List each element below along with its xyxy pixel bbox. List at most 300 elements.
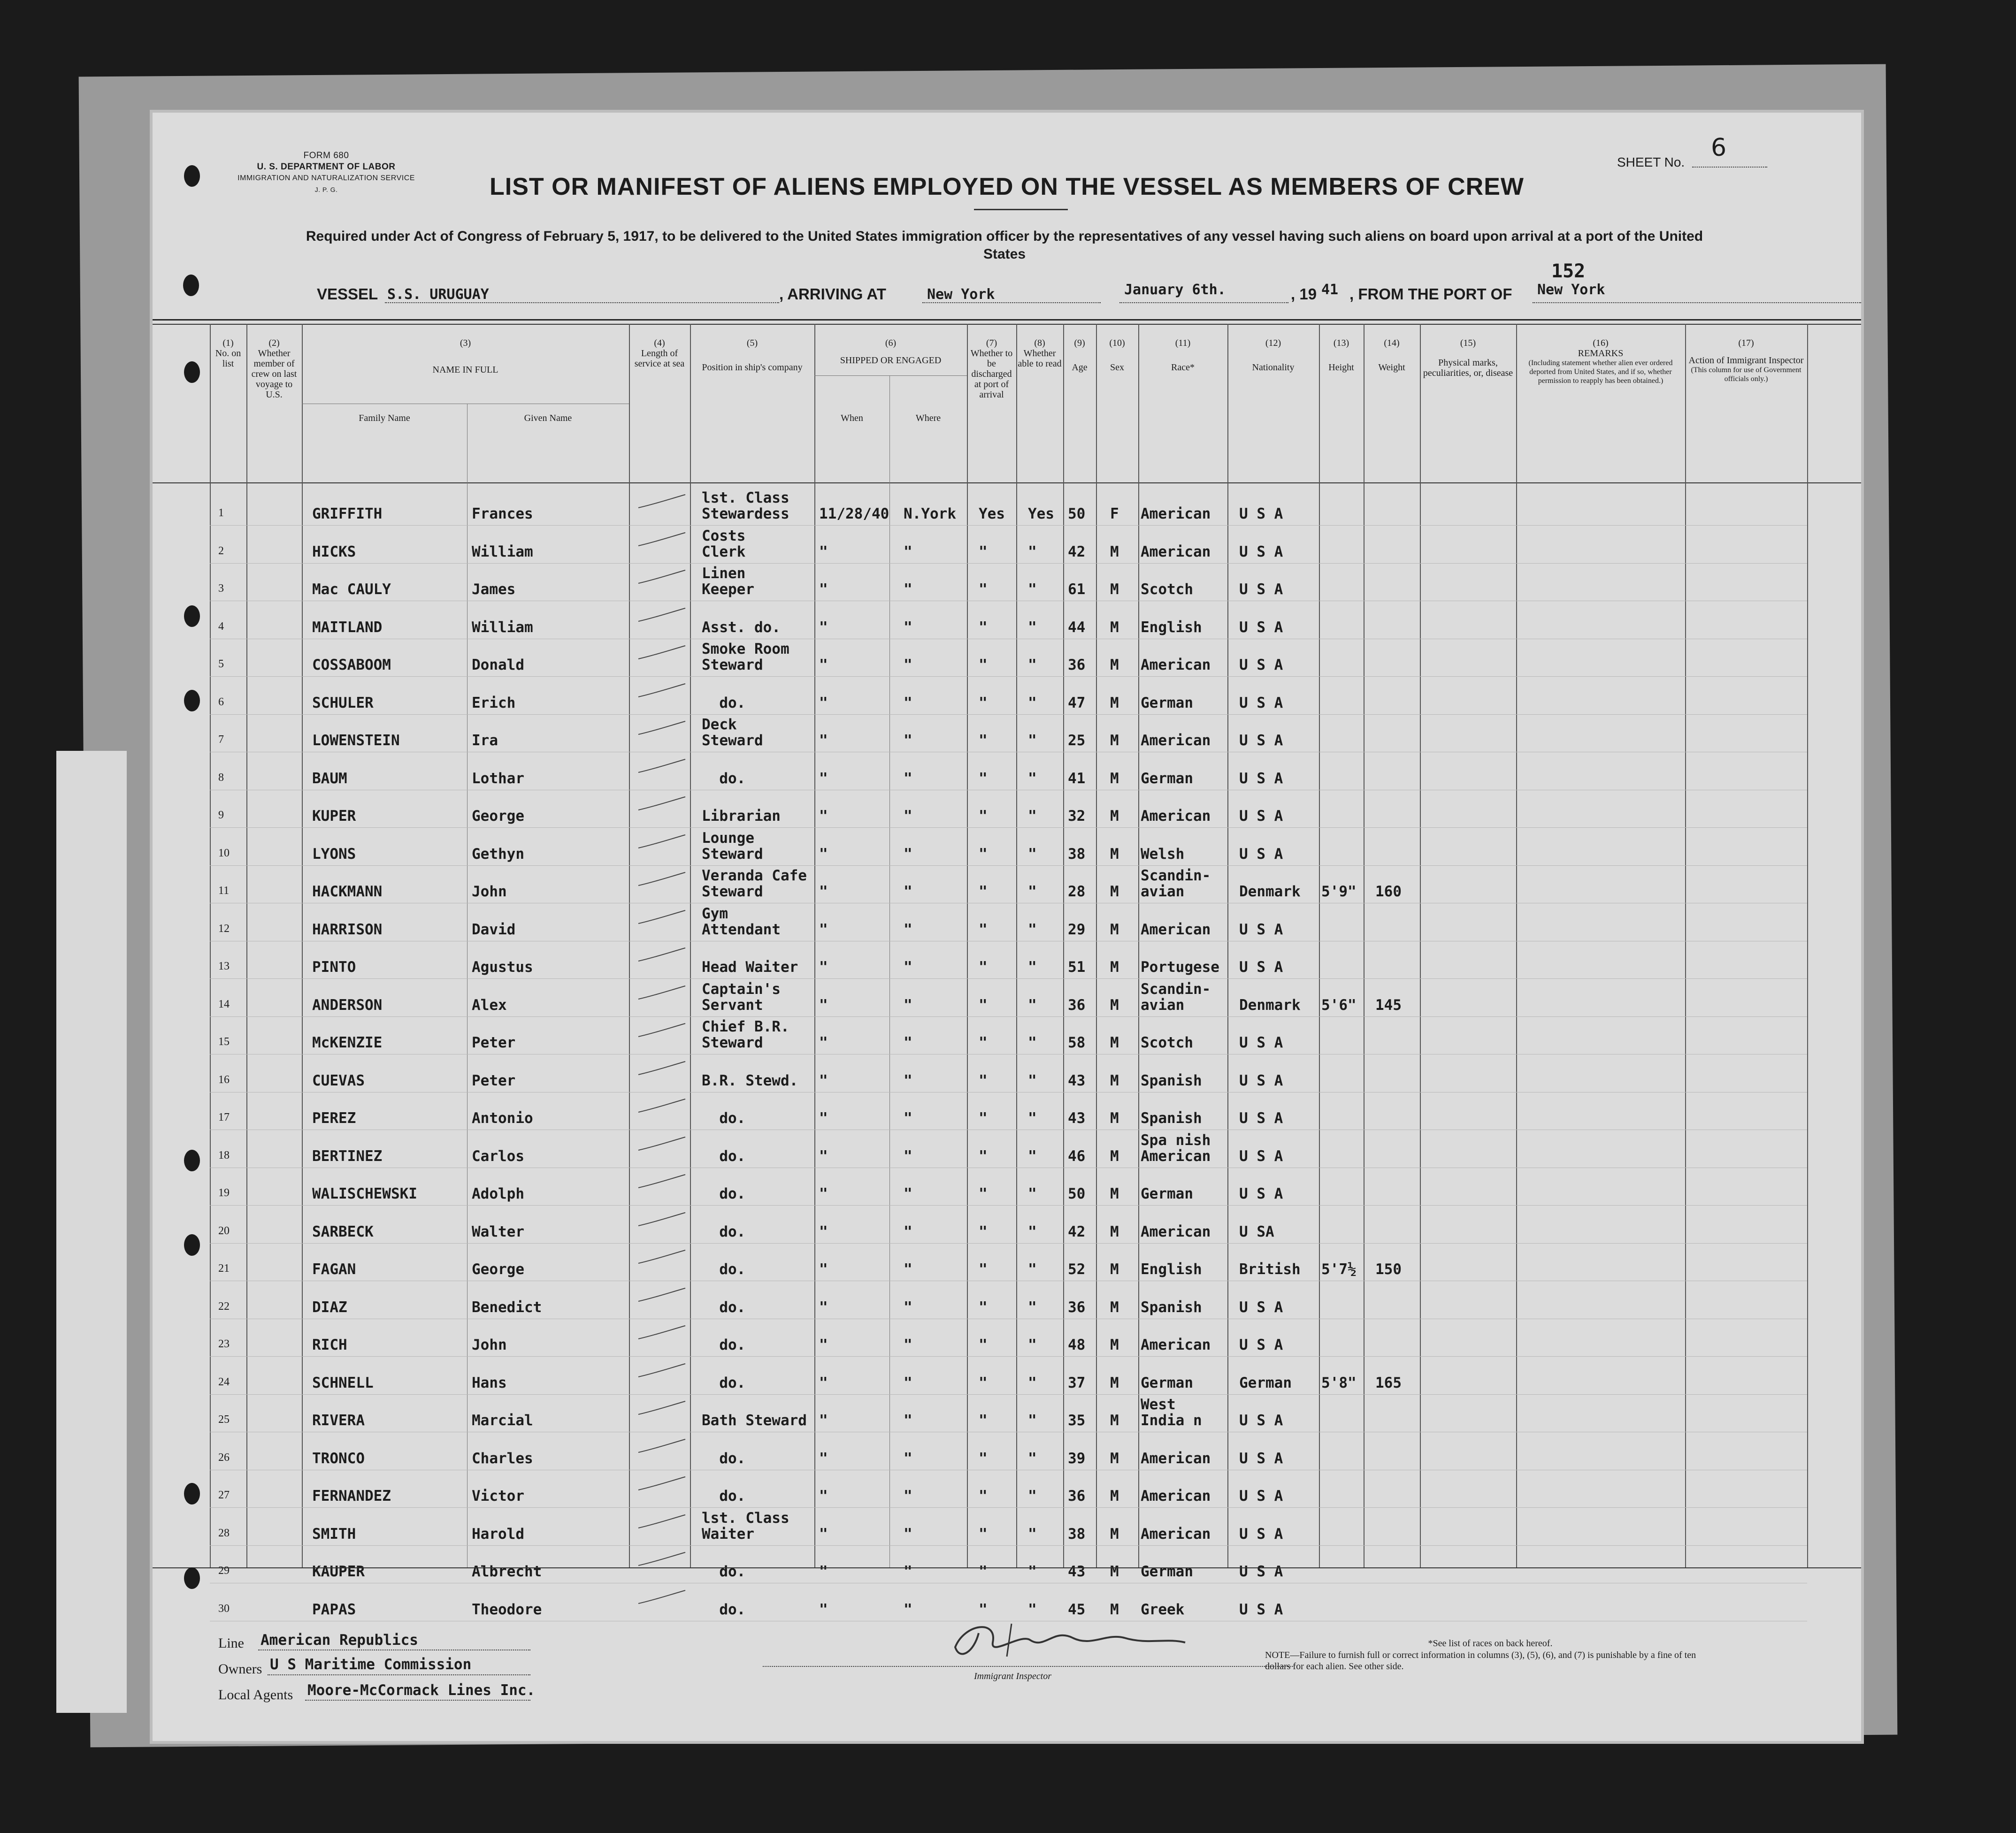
cell-age: 41	[1068, 770, 1086, 787]
cell-discharged: "	[979, 1072, 988, 1089]
cell-sex: M	[1110, 619, 1119, 636]
cell-family: LOWENSTEIN	[312, 732, 400, 749]
cell-read: "	[1028, 770, 1037, 787]
cell-sex: F	[1110, 505, 1119, 522]
cell-read: "	[1028, 1147, 1037, 1165]
cell-position: Chief B.R. Steward	[702, 1018, 790, 1051]
cell-when: "	[819, 1185, 828, 1202]
cell-position: do.	[702, 1261, 746, 1278]
cell-read: "	[1028, 883, 1037, 900]
cell-family: SCHNELL	[312, 1374, 374, 1391]
col-physical-header: (15) Physical marks, peculiarities, or, disease	[1423, 338, 1513, 378]
service-check-mark	[636, 719, 688, 738]
table-row	[153, 1168, 1861, 1206]
cell-sex: M	[1110, 1185, 1119, 1202]
col-shipped-header: (6) SHIPPED OR ENGAGED	[840, 338, 942, 366]
cell-where: "	[904, 1601, 912, 1618]
cell-race: American	[1141, 808, 1211, 825]
cell-read: "	[1028, 732, 1037, 749]
cell-where: "	[904, 619, 912, 636]
cell-height: 5'7½	[1321, 1261, 1357, 1278]
cell-sex: M	[1110, 1374, 1119, 1391]
cell-discharged: "	[979, 1525, 988, 1543]
cell-read: "	[1028, 1450, 1037, 1467]
cell-where: N.York	[904, 505, 956, 522]
cell-where: "	[904, 996, 912, 1014]
cell-read: "	[1028, 808, 1037, 825]
cell-age: 37	[1068, 1374, 1086, 1391]
cell-age: 38	[1068, 845, 1086, 863]
service-check-mark	[636, 871, 688, 889]
cell-given: Victor	[472, 1488, 524, 1505]
service-name: IMMIGRATION AND NATURALIZATION SERVICE	[238, 174, 415, 182]
cell-nationality: U S A	[1239, 921, 1283, 938]
cell-read: "	[1028, 959, 1037, 976]
cell-age: 50	[1068, 1185, 1086, 1202]
cell-read: "	[1028, 694, 1037, 711]
punch-hole	[184, 605, 200, 627]
cell-given: Lothar	[472, 770, 524, 787]
row-number: 13	[218, 960, 230, 972]
cell-family: KAUPER	[312, 1563, 365, 1580]
punch-hole	[184, 690, 200, 711]
cell-family: HICKS	[312, 543, 356, 560]
cell-where: "	[904, 543, 912, 560]
cell-where: "	[904, 883, 912, 900]
col-age-header: (9) Age	[1072, 338, 1088, 373]
arriving-label: , ARRIVING AT	[779, 285, 886, 303]
row-number: 3	[218, 582, 224, 595]
cell-race: American	[1141, 1450, 1211, 1467]
cell-nationality: U S A	[1239, 1450, 1283, 1467]
cell-given: David	[472, 921, 516, 938]
cell-sex: M	[1110, 1412, 1119, 1429]
service-check-mark	[636, 682, 688, 701]
cell-sex: M	[1110, 921, 1119, 938]
cell-race: American	[1141, 505, 1211, 522]
cell-when: "	[819, 845, 828, 863]
service-check-mark	[636, 1324, 688, 1343]
cell-given: John	[472, 1337, 507, 1353]
cell-when: 11/28/40	[819, 505, 889, 522]
cell-read: "	[1028, 1525, 1037, 1543]
cell-discharged: Yes	[979, 505, 1005, 522]
service-check-mark	[636, 1022, 688, 1040]
table-row	[153, 564, 1861, 601]
year-prefix: , 19	[1291, 285, 1317, 303]
row-number: 20	[218, 1224, 230, 1237]
cell-age: 51	[1068, 959, 1086, 976]
cell-nationality: U S A	[1239, 505, 1283, 522]
cell-sex: M	[1110, 1034, 1119, 1051]
cell-given: John	[472, 883, 507, 900]
row-number: 8	[218, 771, 224, 784]
table-row	[153, 1546, 1861, 1583]
cell-nationality: U S A	[1239, 543, 1283, 560]
col-read-header: (8) Whether able to read	[1018, 338, 1062, 369]
vessel-name: S.S. URUGUAY	[387, 286, 489, 303]
cell-given: Alex	[472, 996, 507, 1014]
col-when-header: When	[841, 413, 863, 423]
from-port: New York	[1537, 282, 1605, 298]
cell-nationality: U S A	[1239, 1563, 1283, 1580]
row-number: 22	[218, 1300, 230, 1313]
cell-discharged: "	[979, 1337, 988, 1353]
table-row	[153, 1319, 1861, 1357]
agents-label: Local Agents	[218, 1687, 293, 1703]
cell-age: 36	[1068, 1488, 1086, 1505]
cell-family: FERNANDEZ	[312, 1488, 391, 1505]
row-number: 18	[218, 1149, 230, 1161]
cell-read: Yes	[1028, 505, 1054, 522]
cell-position: lst. Class Stewardess	[702, 489, 790, 522]
cell-given: Adolph	[472, 1185, 524, 1202]
cell-race: Scotch	[1141, 1034, 1193, 1051]
arriving-port: New York	[927, 286, 995, 303]
cell-nationality: U S A	[1239, 770, 1283, 787]
cell-given: Peter	[472, 1072, 516, 1089]
form-code: J. P. G.	[314, 186, 338, 193]
cell-sex: M	[1110, 1450, 1119, 1467]
cell-discharged: "	[979, 921, 988, 938]
cell-given: Peter	[472, 1034, 516, 1051]
cell-position: Captain's Servant	[702, 980, 781, 1014]
cell-where: "	[904, 1185, 912, 1202]
cell-when: "	[819, 543, 828, 560]
row-number: 27	[218, 1489, 230, 1501]
cell-given: Charles	[472, 1450, 533, 1467]
cell-nationality: U S A	[1239, 1412, 1283, 1429]
cell-discharged: "	[979, 543, 988, 560]
cell-race: Scandin- avian	[1141, 980, 1211, 1014]
service-check-mark	[636, 1097, 688, 1116]
cell-where: "	[904, 1223, 912, 1240]
cell-where: "	[904, 657, 912, 673]
service-check-mark	[636, 644, 688, 663]
cell-family: SMITH	[312, 1525, 356, 1543]
cell-given: Agustus	[472, 959, 533, 976]
cell-family: PINTO	[312, 959, 356, 976]
cell-age: 52	[1068, 1261, 1086, 1278]
cell-nationality: German	[1239, 1374, 1292, 1391]
cell-discharged: "	[979, 581, 988, 598]
page-title: LIST OR MANIFEST OF ALIENS EMPLOYED ON THE VESSEL AS MEMBERS OF CREW	[490, 173, 1524, 200]
cell-race: German	[1141, 1563, 1193, 1580]
cell-age: 39	[1068, 1450, 1086, 1467]
cell-position: do.	[702, 1374, 746, 1391]
cell-nationality: U S A	[1239, 657, 1283, 673]
cell-when: "	[819, 1488, 828, 1505]
cell-position: do.	[702, 1337, 746, 1353]
cell-race: American	[1141, 657, 1211, 673]
service-check-mark	[636, 531, 688, 550]
cell-position: do.	[702, 694, 746, 711]
table-row	[153, 526, 1861, 564]
cell-age: 45	[1068, 1601, 1086, 1618]
col-where-header: Where	[915, 413, 941, 423]
cell-given: George	[472, 808, 524, 825]
cell-sex: M	[1110, 1261, 1119, 1278]
cell-race: American	[1141, 543, 1211, 560]
cell-age: 46	[1068, 1147, 1086, 1165]
row-number: 30	[218, 1602, 230, 1615]
table-row	[153, 1055, 1861, 1092]
cell-position: do.	[702, 1147, 746, 1165]
cell-when: "	[819, 996, 828, 1014]
cell-where: "	[904, 694, 912, 711]
cell-position: Bath Steward	[702, 1412, 807, 1429]
cell-position: do.	[702, 1488, 746, 1505]
table-row	[153, 1244, 1861, 1281]
cell-when: "	[819, 1601, 828, 1618]
cell-sex: M	[1110, 1337, 1119, 1353]
cell-position: do.	[702, 1563, 746, 1580]
cell-family: Mac CAULY	[312, 581, 391, 598]
service-check-mark	[636, 1248, 688, 1267]
cell-sex: M	[1110, 1601, 1119, 1618]
row-number: 15	[218, 1036, 230, 1048]
table-row	[153, 639, 1861, 677]
cell-sex: M	[1110, 770, 1119, 787]
cell-family: PEREZ	[312, 1110, 356, 1127]
cell-where: "	[904, 770, 912, 787]
cell-sex: M	[1110, 996, 1119, 1014]
cell-given: Hans	[472, 1374, 507, 1391]
backing-strip	[56, 751, 127, 1713]
cell-read: "	[1028, 1072, 1037, 1089]
row-number: 7	[218, 733, 224, 746]
cell-where: "	[904, 1110, 912, 1127]
col-action-header: (17) Action of Immigrant Inspector (This column for use of Government officials only.)	[1688, 338, 1804, 383]
cell-given: Donald	[472, 657, 524, 673]
cell-family: HACKMANN	[312, 883, 383, 900]
sheet-number-label: SHEET No.	[1617, 155, 1685, 169]
cell-position: do.	[702, 770, 746, 787]
arrival-date: January 6th.	[1124, 282, 1226, 298]
cell-read: "	[1028, 1488, 1037, 1505]
cell-discharged: "	[979, 1261, 988, 1278]
cell-nationality: U S A	[1239, 1488, 1283, 1505]
cell-race: German	[1141, 694, 1193, 711]
cell-sex: M	[1110, 1488, 1119, 1505]
row-number: 10	[218, 847, 230, 859]
cell-family: BAUM	[312, 770, 347, 787]
cell-given: Erich	[472, 694, 516, 711]
cell-race: Scotch	[1141, 581, 1193, 598]
page-subtitle: Required under Act of Congress of February 5, 1917, to be delivered to the United States immigration officer by the representatives of any vessel having such aliens on board upon arrival at a port of the United States	[306, 229, 1703, 262]
department-name: U. S. DEPARTMENT OF LABOR	[257, 162, 396, 172]
service-check-mark	[636, 946, 688, 965]
cell-age: 38	[1068, 1525, 1086, 1543]
row-number: 26	[218, 1451, 230, 1464]
cell-discharged: "	[979, 1185, 988, 1202]
cell-sex: M	[1110, 694, 1119, 711]
table-row	[153, 715, 1861, 752]
cell-age: 28	[1068, 883, 1086, 900]
service-check-mark	[636, 1513, 688, 1532]
cell-discharged: "	[979, 619, 988, 636]
cell-where: "	[904, 1525, 912, 1543]
cell-read: "	[1028, 581, 1037, 598]
cell-position: Smoke Room Steward	[702, 641, 790, 673]
service-check-mark	[636, 833, 688, 852]
cell-read: "	[1028, 1034, 1037, 1051]
cell-sex: M	[1110, 1223, 1119, 1240]
row-number: 5	[218, 658, 224, 670]
cell-sex: M	[1110, 1525, 1119, 1543]
cell-where: "	[904, 1563, 912, 1580]
cell-family: RIVERA	[312, 1412, 365, 1429]
cell-read: "	[1028, 1563, 1037, 1580]
cell-nationality: U S A	[1239, 1337, 1283, 1353]
table-row	[153, 488, 1861, 526]
cell-when: "	[819, 1374, 828, 1391]
cell-position: do.	[702, 1110, 746, 1127]
table-row	[153, 1282, 1861, 1319]
cell-race: American	[1141, 921, 1211, 938]
cell-where: "	[904, 1337, 912, 1353]
cell-discharged: "	[979, 770, 988, 787]
row-number: 6	[218, 695, 224, 708]
cell-given: Walter	[472, 1223, 524, 1240]
table-row	[153, 1470, 1861, 1508]
punch-hole	[184, 1483, 200, 1505]
col-service-header: (4) Length of service at sea	[634, 338, 685, 369]
cell-discharged: "	[979, 883, 988, 900]
cell-when: "	[819, 1298, 828, 1316]
row-number: 28	[218, 1527, 230, 1539]
cell-family: BERTINEZ	[312, 1147, 383, 1165]
cell-given: George	[472, 1261, 524, 1278]
cell-race: American	[1141, 1488, 1211, 1505]
cell-nationality: U S A	[1239, 732, 1283, 749]
cell-discharged: "	[979, 808, 988, 825]
row-number: 1	[218, 507, 224, 519]
cell-given: William	[472, 619, 533, 636]
cell-when: "	[819, 732, 828, 749]
cell-family: PAPAS	[312, 1601, 356, 1618]
punch-hole	[184, 1567, 200, 1589]
cell-discharged: "	[979, 1412, 988, 1429]
cell-age: 47	[1068, 694, 1086, 711]
table-row	[153, 1206, 1861, 1244]
cell-where: "	[904, 1450, 912, 1467]
row-number: 21	[218, 1262, 230, 1275]
cell-family: COSSABOOM	[312, 657, 391, 673]
cell-family: HARRISON	[312, 921, 383, 938]
cell-family: GRIFFITH	[312, 505, 383, 522]
cell-discharged: "	[979, 657, 988, 673]
cell-family: SCHULER	[312, 694, 374, 711]
cell-discharged: "	[979, 1147, 988, 1165]
cell-when: "	[819, 808, 828, 825]
cell-race: Portugese	[1141, 959, 1219, 976]
cell-age: 44	[1068, 619, 1086, 636]
cell-when: "	[819, 1072, 828, 1089]
row-number: 16	[218, 1073, 230, 1086]
service-check-mark	[636, 909, 688, 927]
cell-position: do.	[702, 1601, 746, 1618]
cell-when: "	[819, 1563, 828, 1580]
cell-discharged: "	[979, 1601, 988, 1618]
punch-hole	[183, 275, 199, 296]
cell-race: American	[1141, 1525, 1211, 1543]
cell-when: "	[819, 581, 828, 598]
cell-race: German	[1141, 1374, 1193, 1391]
table-row	[153, 1395, 1861, 1432]
cell-race: Spanish	[1141, 1298, 1202, 1316]
cell-sex: M	[1110, 808, 1119, 825]
cell-height: 5'6"	[1321, 996, 1357, 1014]
cell-read: "	[1028, 1185, 1037, 1202]
cell-given: Albrecht	[472, 1563, 542, 1580]
cell-given: Harold	[472, 1525, 524, 1543]
cell-nationality: U S A	[1239, 1601, 1283, 1618]
col-race-header: (11) Race*	[1171, 338, 1195, 373]
table-row	[153, 1017, 1861, 1054]
cell-given: Frances	[472, 505, 533, 522]
service-check-mark	[636, 1475, 688, 1494]
cell-family: TRONCO	[312, 1450, 365, 1467]
cell-where: "	[904, 845, 912, 863]
cell-race: Spanish	[1141, 1110, 1202, 1127]
cell-race: German	[1141, 770, 1193, 787]
cell-where: "	[904, 921, 912, 938]
cell-discharged: "	[979, 959, 988, 976]
cell-discharged: "	[979, 1298, 988, 1316]
cell-sex: M	[1110, 732, 1119, 749]
cell-sex: M	[1110, 581, 1119, 598]
cell-race: Spa nish American	[1141, 1131, 1211, 1165]
cell-read: "	[1028, 845, 1037, 863]
service-check-mark	[636, 1286, 688, 1305]
col-no-header: (1) No. on list	[215, 338, 241, 369]
service-check-mark	[636, 984, 688, 1003]
cell-when: "	[819, 1147, 828, 1165]
cell-race: Greek	[1141, 1601, 1185, 1618]
cell-given: Carlos	[472, 1147, 524, 1165]
manifest-table	[153, 319, 1861, 1633]
cell-nationality: U S A	[1239, 1072, 1283, 1089]
row-number: 12	[218, 922, 230, 935]
cell-age: 36	[1068, 657, 1086, 673]
row-number: 25	[218, 1413, 230, 1426]
cell-read: "	[1028, 1298, 1037, 1316]
cell-read: "	[1028, 1412, 1037, 1429]
cell-age: 43	[1068, 1072, 1086, 1089]
cell-age: 61	[1068, 581, 1086, 598]
cell-when: "	[819, 770, 828, 787]
cell-race: English	[1141, 619, 1202, 636]
col-name-header: (3) NAME IN FULL	[432, 338, 498, 375]
table-row	[153, 828, 1861, 866]
col-crew-header: (2) Whether member of crew on last voyage to U.S.	[251, 338, 297, 400]
col-weight-header: (14) Weight	[1378, 338, 1405, 373]
cell-age: 50	[1068, 505, 1086, 522]
table-row	[153, 1357, 1861, 1395]
cell-sex: M	[1110, 883, 1119, 900]
cell-read: "	[1028, 1601, 1037, 1618]
cell-when: "	[819, 883, 828, 900]
cell-read: "	[1028, 619, 1037, 636]
service-check-mark	[636, 1399, 688, 1418]
cell-given: Benedict	[472, 1298, 542, 1316]
cell-sex: M	[1110, 1147, 1119, 1165]
service-check-mark	[636, 606, 688, 625]
cell-age: 35	[1068, 1412, 1086, 1429]
races-note: *See list of races on back hereof.	[1428, 1638, 1553, 1649]
cell-when: "	[819, 1450, 828, 1467]
